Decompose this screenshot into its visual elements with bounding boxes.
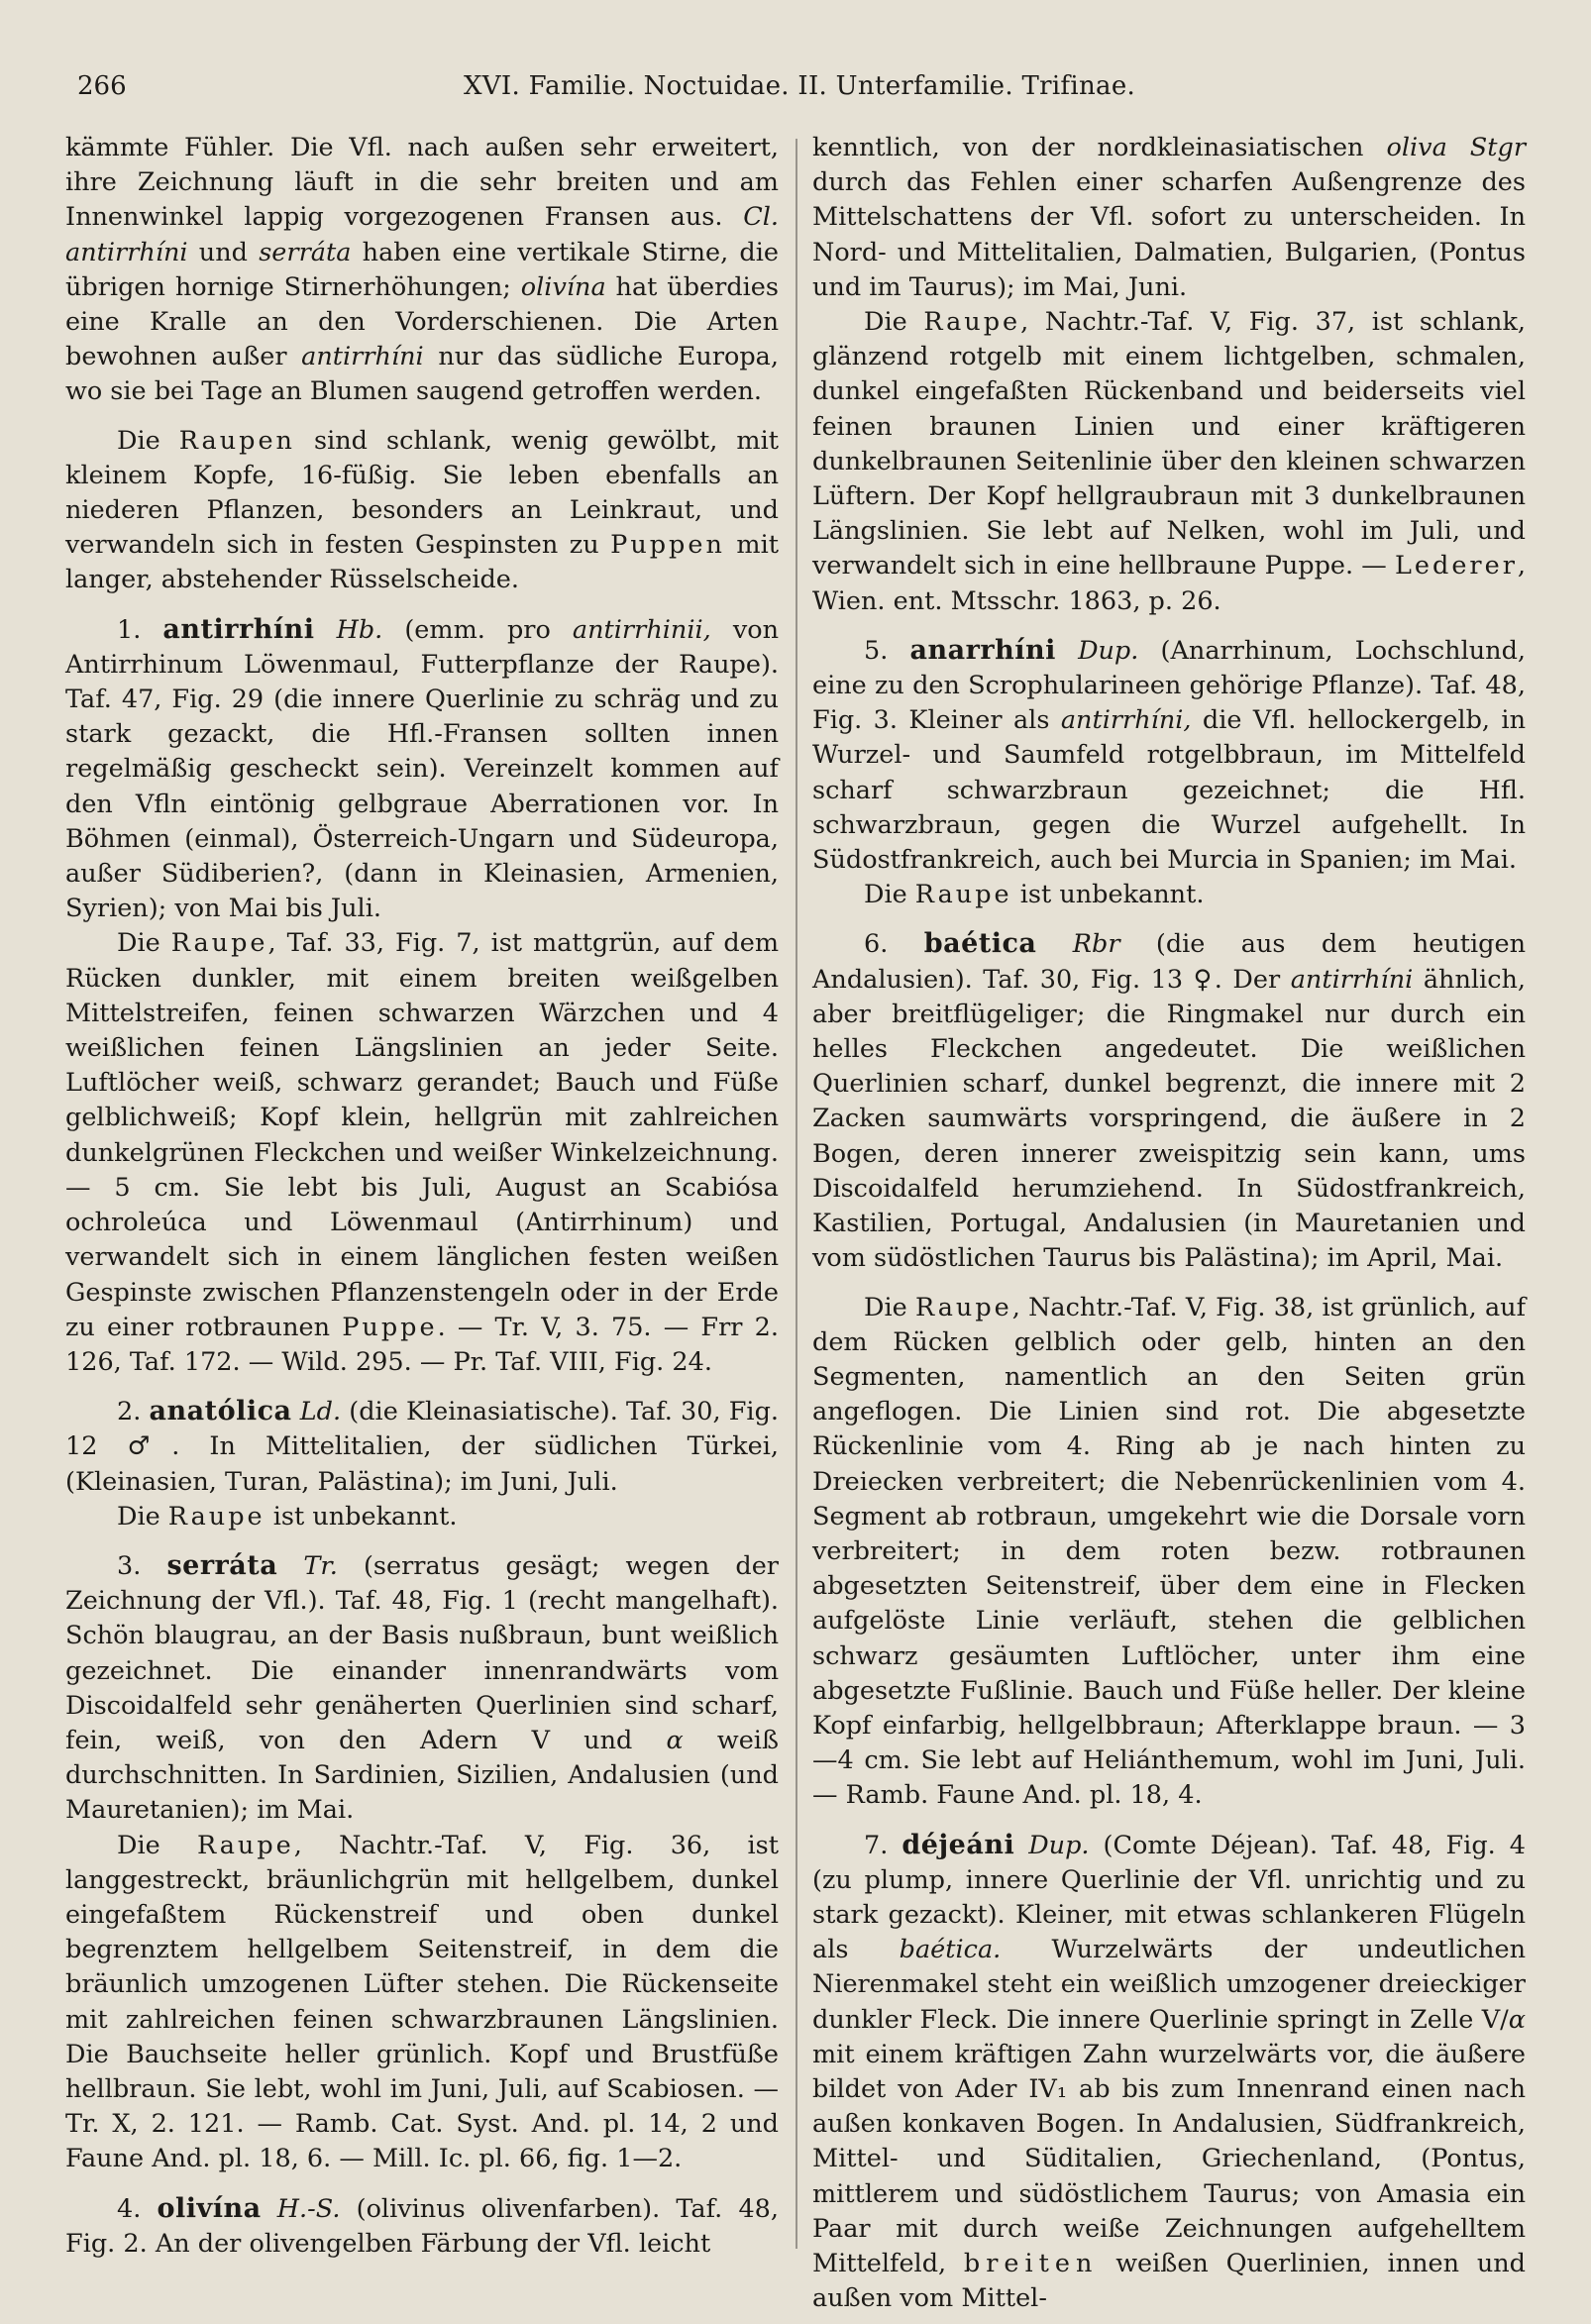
intro-paragraph-larvae: Die Raupen sind schlank, wenig gewölbt, mit kleinem Kopfe, 16-füßig. Sie leben ebenfalls an niederen Pflanzen, besonders an Leinkraut, und verwandeln sich in festen Gespinsten zu Puppen mit langer, abstehender Rüsselscheide.	[65, 425, 780, 595]
species-entry-3: 3. serráta Tr. (serratus gesägt; wegen der Zeichnung der Vfl.). Taf. 48, Fig. 1 (recht mangelhaft). Schön blaugrau, an der Basis nußbraun, bunt weißlich gezeichnet. Die einander innenrandwärts vom Discoidalfeld sehr genäherten Querlinien sind scharf, fein, weiß, von den Adern V und α weiß durchschnitten. In Sardinien, Sizilien, Andalusien (und Mauretanien); im Mai.	[65, 1549, 779, 1826]
species-entry-7: 7. déjeáni Dup. (Comte Déjean). Taf. 48, Fig. 4 (zu plump, innere Querlinie der Vfl. unrichtig und zu stark gezackt). Kleiner, mit etwas schlankeren Flügeln als baética. Wurzelwärts der undeutlichen Nierenmakel steht ein weißlich umzogener dreieckiger dunkler Fleck. Die innere Querlinie springt in Zelle V/α mit einem kräftigen Zahn wurzelwärts vor, die äußere bildet von Ader IV₁ ab bis zum Innenrand einen nach außen konkaven Bogen. In Andalusien, Südfrankreich, Mittel- und Süditalien, Griechenland, (Pontus, mittlerem und südöstlichem Taurus; von Amasia ein Paar mit durch weiße Zeichnungen aufgehelltem Mittelfeld, breiten weißen Querlinien, innen und außen vom Mittel-	[812, 1829, 1526, 2314]
species-entry-6: 6. baética Rbr (die aus dem heutigen Andalusien). Taf. 30, Fig. 13 ♀. Der antirrhíni ähnlich, aber breitflügeliger; die Ringmakel nur durch ein helles Fleckchen angedeutet. Die weißlichen Querlinien scharf, dunkel begrenzt, die innere mit 2 Zacken saumwärts vorspringend, die äußere in 2 Bogen, deren innerer zweispitzig sein kann, ums Discoidalfeld herumziehend. In Südostfrankreich, Kastilien, Portugal, Andalusien (in Mauretanien und vom südöstlichen Taurus bis Palästina); im April, Mai.	[812, 928, 1527, 1274]
species-entry-5: 5. anarrhíni Dup. (Anarrhinum, Lochschlund, eine zu den Scrophularineen gehörige Pflanze). Taf. 48, Fig. 3. Kleiner als antirrhíni, die Vfl. hellockergelb, in Wurzel- und Saumfeld rotgelbbraun, im Mittelfeld scharf schwarzbraun gezeichnet; die Hfl. schwarzbraun, gegen die Wurzel aufgehellt. In Südostfrankreich, auch bei Murcia in Spanien; im Mai.	[812, 634, 1527, 876]
species-name: antirrhíni	[162, 613, 315, 645]
page-header	[77, 65, 1524, 105]
larva-description-2: Die Raupe ist unbekannt.	[117, 1501, 458, 1532]
species-entry-1: 1. antirrhíni Hb. (emm. pro antirrhinii, von Antirrhinum Löwenmaul, Futterpflanze der Raupe). Taf. 47, Fig. 29 (die innere Querlinie zu schräg und zu stark gezackt, die Hfl.-Fransen sollten innen regelmäßig gescheckt sein). Vereinzelt kommen auf den Vfln eintönig gelbgraue Aberrationen vor. In Böhmen (einmal), Österreich-Ungarn und Südeuropa, außer Südiberien?, (dann in Kleinasien, Armenien, Syrien); von Mai bis Juli.	[65, 613, 780, 924]
species-name: anarrhíni	[909, 634, 1056, 666]
larva-description-4: Die Raupe, Nachtr.-Taf. V, Fig. 37, ist schlank, glänzend rotgelb mit einem lichtgelben, schmalen, dunkel eingefaßten Rückenband und beiderseits viel feinen braunen Linien und einer kräftigeren dunkelbraunen Seitenlinie über den kleinen schwarzen Lüftern. Der Kopf hellgraubraun mit 3 dunkelbraunen Längslinien. Sie lebt auf Nelken, wohl im Juli, und verwandelt sich in eine hellbraune Puppe. — Lederer, Wien. ent. Mtsschr. 1863, p. 26.	[812, 307, 1526, 616]
larva-description-1: Die Raupe, Taf. 33, Fig. 7, ist mattgrün, auf dem Rücken dunkler, mit einem breiten weißgelben Mittelstreifen, feinen schwarzen Wärzchen und 4 weißlichen feinen Längslinien an jeder Seite. Luftlöcher weiß, schwarz gerandet; Bauch und Füße gelblichweiß; Kopf klein, hellgrün mit zahlreichen dunkelgrünen Fleckchen und weißer Winkelzeichnung. — 5 cm. Sie lebt bis Juli, August an Scabiósa ochroleúca und Löwenmaul (Antirrhinum) und verwandelt sich in einem länglichen festen weißen Gespinste zwischen Pflanzenstengeln oder in der Erde zu einer rotbraunen Puppe. — Tr. V, 3. 75. — Frr 2. 126, Taf. 172. — Wild. 295. — Pr. Taf. VIII, Fig. 24.	[65, 928, 780, 1377]
species-name: olivína	[157, 2192, 262, 2224]
page-number: 266	[77, 71, 127, 101]
larva-description-5: Die Raupe ist unbekannt.	[864, 880, 1205, 910]
right-column	[812, 131, 1526, 2316]
species-entry-4: 4. olivína H.-S. (olivinus olivenfarben). Taf. 48, Fig. 2. An der olivengelben Färbung der Vfl. leicht	[65, 2192, 779, 2259]
larva-description-6: Die Raupe, Nachtr.-Taf. V, Fig. 38, ist grünlich, auf dem Rücken gelblich oder gelb, hinten an den Segmenten, namentlich an den Seiten grün angeflogen. Die Linien sind rot. Die abgesetzte Rückenlinie vom 4. Ring ab je nach hinten zu Dreiecken verbreitert; die Nebenrückenlinien vom 4. Segment ab rotbraun, umgekehrt wie die Dorsale vorn verbreitert; in dem roten bezw. rotbraunen abgesetzten Seitenstreif, über dem eine in Flecken aufgelöste Linie verläuft, stehen die gelblichen schwarz gesäumten Luftlöcher, unter ihm eine abgesetzte Fußlinie. Bauch und Füße heller. Der kleine Kopf einfarbig, hellgelbbraun; Afterklappe braun. — 3—4 cm. Sie lebt auf Heliánthemum, wohl im Juni, Juli. — Ramb. Faune And. pl. 18, 4.	[812, 1292, 1527, 1811]
column-divider	[796, 139, 797, 2249]
species-name: anatólica	[149, 1396, 292, 1427]
species-name: baética	[923, 928, 1037, 960]
larva-description-3: Die Raupe, Nachtr.-Taf. V, Fig. 36, ist langgestreckt, bräunlichgrün mit hellgelbem, dunkel eingefaßtem Rückenstreif und oben dunkel begrenztem hellgelbem Seitenstreif, in dem die bräunlich umzogenen Lüfter stehen. Die Rückenseite mit zahlreichen feinen schwarzbraunen Längslinien. Die Bauchseite heller grünlich. Kopf und Brustfüße hellbraun. Sie lebt, wohl im Juni, Juli, auf Scabiosen. — Tr. X, 2. 121. — Ramb. Cat. Syst. And. pl. 14, 2 und Faune And. pl. 18, 6. — Mill. Ic. pl. 66, fig. 1—2.	[65, 1830, 779, 2174]
species-name: serráta	[166, 1549, 278, 1581]
left-column	[65, 131, 779, 2262]
intro-paragraph-genus: kämmte Fühler. Die Vfl. nach außen sehr erweitert, ihre Zeichnung läuft in die sehr breiten und am Innenwinkel lappig vorgezogenen Fransen aus. Cl. antirrhíni und serráta haben eine vertikale Stirne, die übrigen hornige Stirnerhöhungen; olivína hat überdies eine Kralle an den Vorderschienen. Die Arten bewohnen außer antirrhíni nur das südliche Europa, wo sie bei Tage an Blumen saugend getroffen werden.	[65, 133, 779, 407]
species-entry-4-continued: kenntlich, von der nordkleinasiatischen oliva Stgr durch das Fehlen einer scharfen Außengrenze des Mittelschattens der Vfl. sofort zu unterscheiden. In Nord- und Mittelitalien, Dalmatien, Bulgarien, (Pontus und im Taurus); im Mai, Juni.	[812, 133, 1527, 302]
species-name: déjeáni	[902, 1829, 1015, 1860]
running-head: XVI. Familie. Noctuidae. II. Unterfamilie. Trifinae.	[464, 71, 1136, 101]
species-entry-2: 2. anatólica Ld. (die Kleinasiatische). Taf. 30, Fig. 12 ♂. In Mittelitalien, der südlichen Türkei, (Kleinasien, Turan, Palästina); im Juni, Juli.	[65, 1396, 780, 1497]
